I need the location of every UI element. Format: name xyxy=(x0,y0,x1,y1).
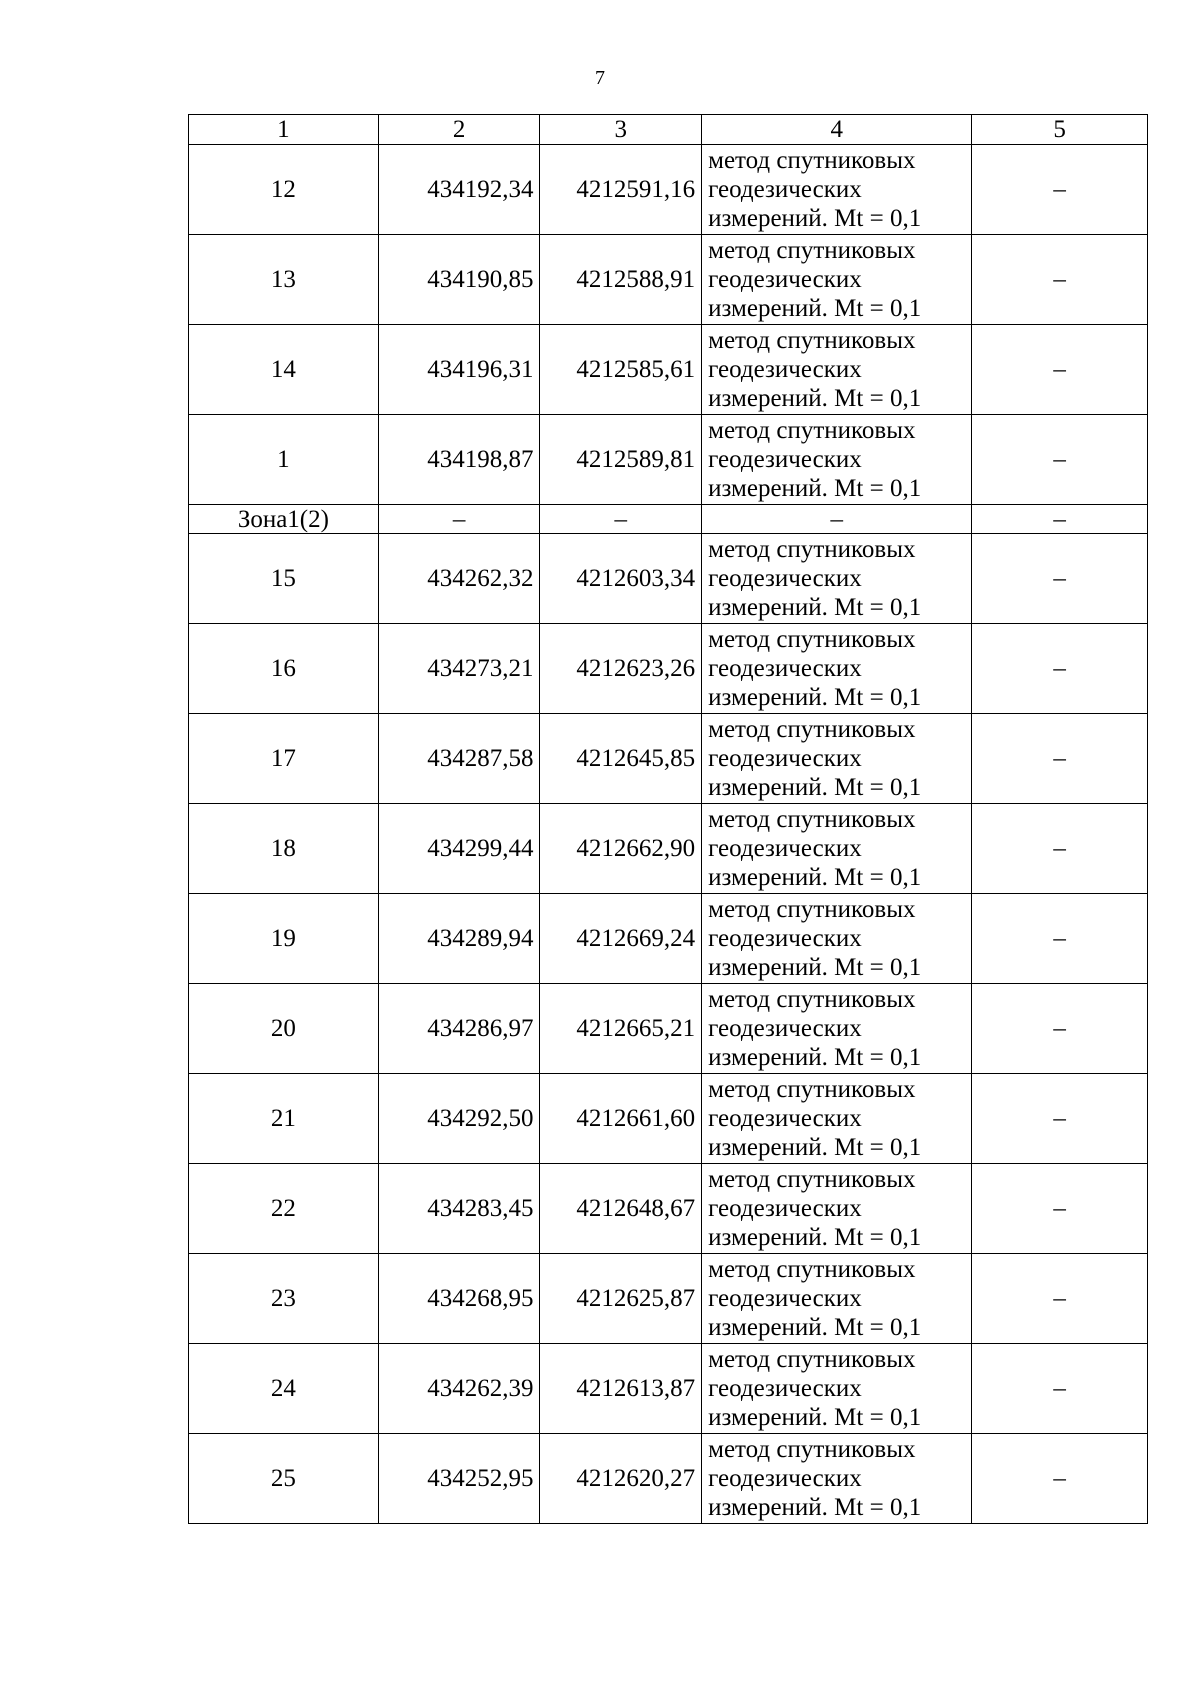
method-cell: метод спутниковых геодезических измерений. Mt = 0,1 xyxy=(702,1074,972,1164)
point-number-cell: 13 xyxy=(189,235,379,325)
point-number-cell: 16 xyxy=(189,624,379,714)
extra-cell: – xyxy=(972,1074,1148,1164)
coordinates-table-body xyxy=(189,115,1148,1524)
x-coordinate-cell: 434262,32 xyxy=(378,534,540,624)
y-coordinate-cell: 4212625,87 xyxy=(540,1254,702,1344)
table-row xyxy=(189,1074,1148,1164)
extra-cell: – xyxy=(972,804,1148,894)
extra-cell: – xyxy=(972,235,1148,325)
table-row xyxy=(189,1344,1148,1434)
method-cell: метод спутниковых геодезических измерений. Mt = 0,1 xyxy=(702,1254,972,1344)
point-number-cell: 17 xyxy=(189,714,379,804)
method-cell: метод спутниковых геодезических измерений. Mt = 0,1 xyxy=(702,984,972,1074)
extra-cell: – xyxy=(972,1434,1148,1524)
header-cell-4: 4 xyxy=(702,115,972,145)
header-cell-1: 1 xyxy=(189,115,379,145)
point-number-cell: 20 xyxy=(189,984,379,1074)
y-coordinate-cell: 4212648,67 xyxy=(540,1164,702,1254)
x-coordinate-cell: 434287,58 xyxy=(378,714,540,804)
y-coordinate-cell: 4212588,91 xyxy=(540,235,702,325)
table-row xyxy=(189,1434,1148,1524)
table-header-row xyxy=(189,115,1148,145)
extra-cell: – xyxy=(972,1344,1148,1434)
table-row xyxy=(189,1254,1148,1344)
y-coordinate-cell: 4212623,26 xyxy=(540,624,702,714)
method-cell: метод спутниковых геодезических измерений. Mt = 0,1 xyxy=(702,145,972,235)
method-cell: метод спутниковых геодезических измерений. Mt = 0,1 xyxy=(702,325,972,415)
y-coordinate-cell: 4212661,60 xyxy=(540,1074,702,1164)
extra-cell: – xyxy=(972,984,1148,1074)
y-coordinate-cell: 4212585,61 xyxy=(540,325,702,415)
point-number-cell: Зона1(2) xyxy=(189,505,379,534)
table-row xyxy=(189,235,1148,325)
method-cell: метод спутниковых геодезических измерений. Mt = 0,1 xyxy=(702,1344,972,1434)
x-coordinate-cell: 434289,94 xyxy=(378,894,540,984)
point-number-cell: 1 xyxy=(189,415,379,505)
table-row xyxy=(189,325,1148,415)
x-coordinate-cell: 434292,50 xyxy=(378,1074,540,1164)
y-coordinate-cell: 4212665,21 xyxy=(540,984,702,1074)
method-cell: метод спутниковых геодезических измерений. Mt = 0,1 xyxy=(702,415,972,505)
extra-cell: – xyxy=(972,505,1148,534)
y-coordinate-cell: 4212603,34 xyxy=(540,534,702,624)
point-number-cell: 21 xyxy=(189,1074,379,1164)
x-coordinate-cell: 434262,39 xyxy=(378,1344,540,1434)
extra-cell: – xyxy=(972,534,1148,624)
y-coordinate-cell: 4212591,16 xyxy=(540,145,702,235)
point-number-cell: 23 xyxy=(189,1254,379,1344)
method-cell: метод спутниковых геодезических измерений. Mt = 0,1 xyxy=(702,714,972,804)
y-coordinate-cell: 4212620,27 xyxy=(540,1434,702,1524)
table-row xyxy=(189,804,1148,894)
y-coordinate-cell: 4212589,81 xyxy=(540,415,702,505)
table-row xyxy=(189,624,1148,714)
x-coordinate-cell: 434190,85 xyxy=(378,235,540,325)
y-coordinate-cell: 4212669,24 xyxy=(540,894,702,984)
extra-cell: – xyxy=(972,1164,1148,1254)
y-coordinate-cell: 4212645,85 xyxy=(540,714,702,804)
method-cell: метод спутниковых геодезических измерений. Mt = 0,1 xyxy=(702,534,972,624)
header-cell-5: 5 xyxy=(972,115,1148,145)
extra-cell: – xyxy=(972,894,1148,984)
method-cell: – xyxy=(702,505,972,534)
point-number-cell: 12 xyxy=(189,145,379,235)
y-coordinate-cell: 4212662,90 xyxy=(540,804,702,894)
point-number-cell: 24 xyxy=(189,1344,379,1434)
x-coordinate-cell: 434192,34 xyxy=(378,145,540,235)
header-cell-3: 3 xyxy=(540,115,702,145)
extra-cell: – xyxy=(972,325,1148,415)
extra-cell: – xyxy=(972,145,1148,235)
x-coordinate-cell: 434252,95 xyxy=(378,1434,540,1524)
table-row xyxy=(189,145,1148,235)
x-coordinate-cell: 434283,45 xyxy=(378,1164,540,1254)
table-row xyxy=(189,984,1148,1074)
x-coordinate-cell: 434273,21 xyxy=(378,624,540,714)
x-coordinate-cell: 434299,44 xyxy=(378,804,540,894)
table-row xyxy=(189,534,1148,624)
method-cell: метод спутниковых геодезических измерений. Mt = 0,1 xyxy=(702,1164,972,1254)
method-cell: метод спутниковых геодезических измерений. Mt = 0,1 xyxy=(702,804,972,894)
table-row xyxy=(189,714,1148,804)
x-coordinate-cell: – xyxy=(378,505,540,534)
method-cell: метод спутниковых геодезических измерений. Mt = 0,1 xyxy=(702,624,972,714)
table-row xyxy=(189,894,1148,984)
point-number-cell: 18 xyxy=(189,804,379,894)
x-coordinate-cell: 434268,95 xyxy=(378,1254,540,1344)
header-cell-2: 2 xyxy=(378,115,540,145)
y-coordinate-cell: 4212613,87 xyxy=(540,1344,702,1434)
extra-cell: – xyxy=(972,624,1148,714)
point-number-cell: 15 xyxy=(189,534,379,624)
method-cell: метод спутниковых геодезических измерений. Mt = 0,1 xyxy=(702,1434,972,1524)
page-number: 7 xyxy=(595,67,605,89)
table-row xyxy=(189,415,1148,505)
x-coordinate-cell: 434198,87 xyxy=(378,415,540,505)
zone-row xyxy=(189,505,1148,534)
method-cell: метод спутниковых геодезических измерений. Mt = 0,1 xyxy=(702,894,972,984)
point-number-cell: 22 xyxy=(189,1164,379,1254)
coordinates-table xyxy=(188,114,1148,1524)
point-number-cell: 14 xyxy=(189,325,379,415)
point-number-cell: 25 xyxy=(189,1434,379,1524)
method-cell: метод спутниковых геодезических измерений. Mt = 0,1 xyxy=(702,235,972,325)
extra-cell: – xyxy=(972,1254,1148,1344)
table-row xyxy=(189,1164,1148,1254)
point-number-cell: 19 xyxy=(189,894,379,984)
extra-cell: – xyxy=(972,714,1148,804)
y-coordinate-cell: – xyxy=(540,505,702,534)
x-coordinate-cell: 434196,31 xyxy=(378,325,540,415)
x-coordinate-cell: 434286,97 xyxy=(378,984,540,1074)
extra-cell: – xyxy=(972,415,1148,505)
